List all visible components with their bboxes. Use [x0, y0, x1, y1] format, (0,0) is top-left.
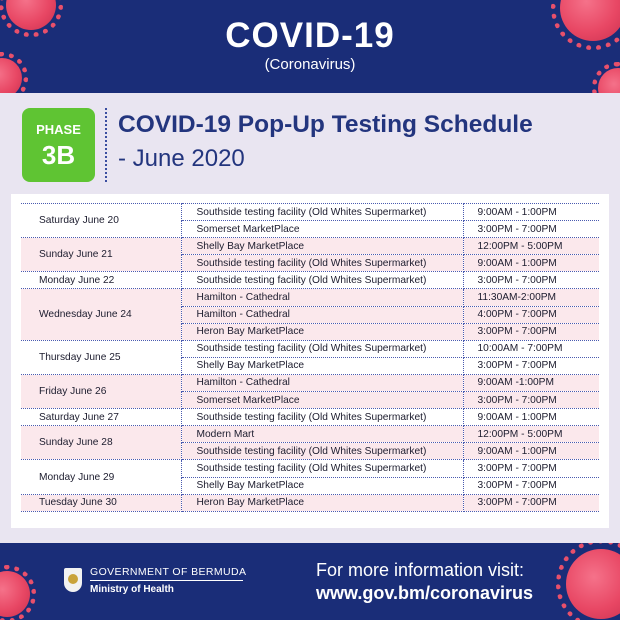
location-cell: Shelly Bay MarketPlace — [181, 357, 463, 374]
day-cell: Saturday June 20 — [21, 204, 181, 238]
table-row — [21, 238, 599, 255]
table-row — [21, 340, 599, 357]
day-cell: Sunday June 21 — [21, 238, 181, 272]
time-cell: 3:00PM - 7:00PM — [463, 477, 599, 494]
footer-banner — [0, 543, 620, 620]
location-cell: Heron Bay MarketPlace — [181, 494, 463, 511]
header-title: COVID-19 — [225, 16, 395, 55]
time-cell: 9:00AM -1:00PM — [463, 374, 599, 391]
location-cell: Somerset MarketPlace — [181, 221, 463, 238]
table-row — [21, 272, 599, 289]
phase-badge — [22, 108, 95, 182]
schedule-table — [21, 203, 599, 512]
location-cell: Hamilton - Cathedral — [181, 374, 463, 391]
time-cell: 3:00PM - 7:00PM — [463, 272, 599, 289]
phase-number: 3B — [41, 140, 76, 170]
location-cell: Modern Mart — [181, 426, 463, 443]
location-cell: Southside testing facility (Old Whites Supermarket) — [181, 443, 463, 460]
table-row — [21, 374, 599, 391]
time-cell: 11:30AM-2:00PM — [463, 289, 599, 306]
header-subtitle: (Coronavirus) — [264, 56, 356, 73]
divider — [90, 580, 243, 581]
more-info-text: For more information visit: — [316, 560, 525, 580]
location-cell: Southside testing facility (Old Whites Supermarket) — [181, 272, 463, 289]
location-cell: Southside testing facility (Old Whites Supermarket) — [181, 409, 463, 426]
time-cell: 3:00PM - 7:00PM — [463, 357, 599, 374]
virus-icon — [0, 571, 30, 617]
day-cell: Saturday June 27 — [21, 409, 181, 426]
table-row — [21, 426, 599, 443]
table-row — [21, 460, 599, 477]
time-cell: 9:00AM - 1:00PM — [463, 409, 599, 426]
location-cell: Hamilton - Cathedral — [181, 289, 463, 306]
day-cell: Friday June 26 — [21, 374, 181, 408]
time-cell: 10:00AM - 7:00PM — [463, 340, 599, 357]
government-name: GOVERNMENT OF BERMUDA — [90, 566, 247, 578]
location-cell: Southside testing facility (Old Whites Supermarket) — [181, 340, 463, 357]
day-cell: Thursday June 25 — [21, 340, 181, 374]
schedule-subtitle: - June 2020 — [118, 145, 245, 172]
location-cell: Southside testing facility (Old Whites Supermarket) — [181, 204, 463, 221]
time-cell: 3:00PM - 7:00PM — [463, 221, 599, 238]
table-row — [21, 204, 599, 221]
table-row — [21, 494, 599, 511]
day-cell: Sunday June 28 — [21, 426, 181, 460]
day-cell: Tuesday June 30 — [21, 494, 181, 511]
time-cell: 3:00PM - 7:00PM — [463, 323, 599, 340]
day-cell: Monday June 29 — [21, 460, 181, 494]
time-cell: 12:00PM - 5:00PM — [463, 426, 599, 443]
info-url-link[interactable]: www.gov.bm/coronavirus — [316, 583, 534, 603]
location-cell: Hamilton - Cathedral — [181, 306, 463, 323]
time-cell: 4:00PM - 7:00PM — [463, 306, 599, 323]
header-banner — [0, 0, 620, 93]
location-cell: Shelly Bay MarketPlace — [181, 238, 463, 255]
time-cell: 3:00PM - 7:00PM — [463, 460, 599, 477]
time-cell: 12:00PM - 5:00PM — [463, 238, 599, 255]
day-cell: Monday June 22 — [21, 272, 181, 289]
location-cell: Shelly Bay MarketPlace — [181, 477, 463, 494]
schedule-title: COVID-19 Pop-Up Testing Schedule — [118, 111, 533, 138]
divider — [105, 108, 107, 182]
bermuda-crest-icon — [64, 568, 82, 592]
location-cell: Heron Bay MarketPlace — [181, 323, 463, 340]
ministry-name: Ministry of Health — [90, 584, 174, 595]
time-cell: 3:00PM - 7:00PM — [463, 392, 599, 409]
location-cell: Southside testing facility (Old Whites Supermarket) — [181, 255, 463, 272]
table-row — [21, 409, 599, 426]
virus-icon — [566, 549, 620, 619]
location-cell: Somerset MarketPlace — [181, 392, 463, 409]
day-cell: Wednesday June 24 — [21, 289, 181, 340]
time-cell: 9:00AM - 1:00PM — [463, 204, 599, 221]
location-cell: Southside testing facility (Old Whites Supermarket) — [181, 460, 463, 477]
phase-label: PHASE — [36, 122, 81, 137]
time-cell: 9:00AM - 1:00PM — [463, 443, 599, 460]
time-cell: 9:00AM - 1:00PM — [463, 255, 599, 272]
table-row — [21, 289, 599, 306]
time-cell: 3:00PM - 7:00PM — [463, 494, 599, 511]
